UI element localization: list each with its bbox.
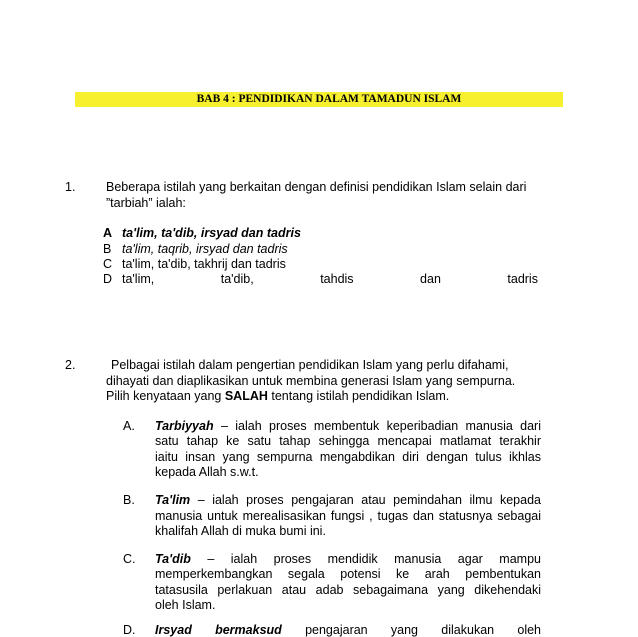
option-d-word: dan bbox=[420, 272, 441, 286]
item-c-line-2: memperkembangkan segala potensi ke arah pembentukan bbox=[155, 567, 541, 581]
item-a-line-2: satu tahap ke satu tahap sehingga mencapai matlamat terakhir bbox=[155, 434, 541, 448]
question-2-line-2: dihayati dan diaplikasikan untuk membina generasi Islam yang sempurna. bbox=[106, 374, 516, 388]
item-c-line-3: tatasusila perlakuan atau adab sebagaimana yang dikehendaki bbox=[155, 583, 541, 597]
item-d-line-1-text: pengajaran yang dilakukan oleh bbox=[305, 623, 541, 637]
item-b-line-1-text: – ialah proses pengajaran atau pemindahan ilmu kepada bbox=[197, 493, 541, 507]
question-2-line-3-post: tentang istilah pendidikan Islam. bbox=[267, 389, 450, 403]
option-b-text[interactable]: ta'lim, taqrib, irsyad dan tadris bbox=[122, 242, 288, 256]
option-d-word: ta'lim, bbox=[122, 272, 155, 286]
item-a-line-1-text: – ialah proses membentuk keperibadian manusia dari bbox=[220, 419, 541, 433]
option-c-label[interactable]: C bbox=[103, 257, 113, 271]
option-c-text[interactable]: ta'lim, ta'dib, takhrij dan tadris bbox=[122, 257, 286, 271]
item-b-label[interactable]: B. bbox=[123, 493, 135, 507]
item-c-term: Ta'dib bbox=[155, 552, 191, 566]
question-1-line-1: Beberapa istilah yang berkaitan dengan definisi pendidikan Islam selain dari bbox=[106, 180, 527, 194]
question-2-salah: SALAH bbox=[224, 389, 268, 403]
item-d-line-1[interactable] bbox=[155, 623, 541, 637]
item-d-term: Irsyad bermaksud bbox=[155, 623, 282, 637]
item-c-line-1[interactable] bbox=[155, 552, 541, 566]
item-d-label[interactable]: D. bbox=[123, 623, 136, 637]
item-a-line-1[interactable] bbox=[155, 419, 541, 433]
item-c-line-4: oleh Islam. bbox=[155, 598, 216, 612]
page-title: BAB 4 : PENDIDIKAN DALAM TAMADUN ISLAM bbox=[196, 93, 462, 105]
item-b-line-1[interactable] bbox=[155, 493, 541, 507]
item-c-line-1-text: – ialah proses mendidik manusia agar mampu bbox=[207, 552, 541, 566]
question-1-line-2: ”tarbiah” ialah: bbox=[106, 196, 186, 210]
option-d-label[interactable]: D bbox=[103, 272, 113, 286]
option-d-text[interactable] bbox=[122, 272, 538, 286]
question-2-line-3 bbox=[106, 389, 449, 403]
option-d-word: ta'dib, bbox=[220, 272, 254, 286]
item-a-line-4: kepada Allah s.w.t. bbox=[155, 465, 259, 479]
item-b-line-2: manusia untuk merealisasikan fungsi , tugas dan statusnya sebagai bbox=[155, 509, 541, 523]
question-2-line-3-pre: Pilih kenyataan yang bbox=[106, 389, 225, 403]
item-a-line-3: iaitu insan yang sempurna mengabdikan diri dengan tulus ikhlas bbox=[155, 450, 541, 464]
option-d-word: tadris bbox=[507, 272, 538, 286]
item-b-term: Ta'lim bbox=[155, 493, 191, 507]
question-2-number: 2. bbox=[65, 358, 76, 372]
item-b-line-3: khalifah Allah di muka bumi ini. bbox=[155, 524, 326, 538]
title-highlight bbox=[75, 92, 563, 107]
item-c-label[interactable]: C. bbox=[123, 552, 136, 566]
option-a-label[interactable]: A bbox=[103, 226, 113, 240]
option-d-word: tahdis bbox=[320, 272, 354, 286]
item-a-label[interactable]: A. bbox=[123, 419, 135, 433]
option-b-label[interactable]: B bbox=[103, 242, 112, 256]
question-2-line-1: Pelbagai istilah dalam pengertian pendidikan Islam yang perlu difahami, bbox=[111, 358, 509, 372]
item-a-term: Tarbiyyah bbox=[155, 419, 214, 433]
option-a-text[interactable]: ta'lim, ta'dib, irsyad dan tadris bbox=[122, 226, 301, 240]
question-1-number: 1. bbox=[65, 180, 76, 194]
